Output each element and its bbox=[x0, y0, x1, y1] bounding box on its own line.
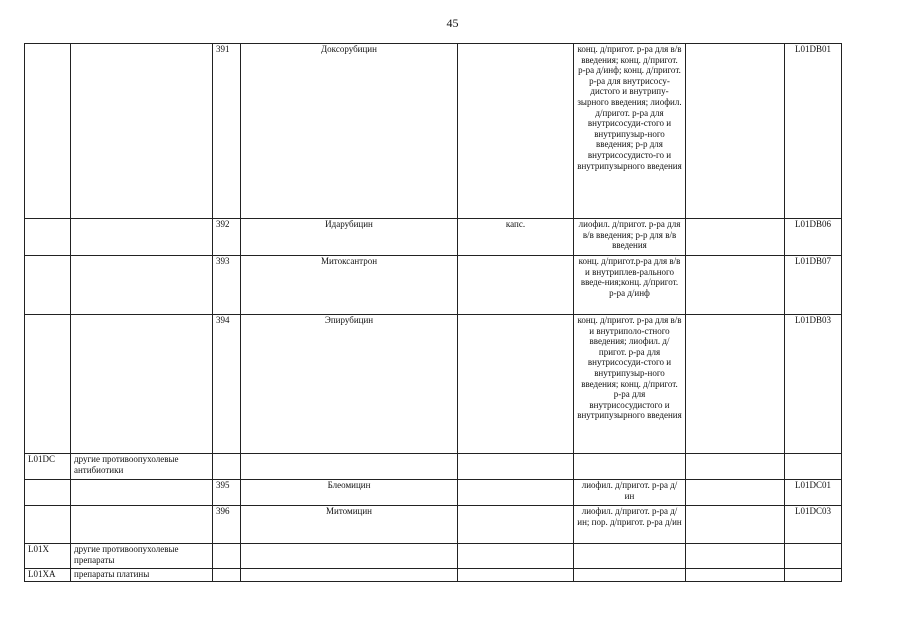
dosage-form-extra bbox=[458, 544, 574, 569]
dosage-form-extra bbox=[458, 454, 574, 480]
atc-group-code bbox=[25, 256, 71, 315]
row-number: 394 bbox=[213, 315, 241, 454]
atc-group-code: L01DC bbox=[25, 454, 71, 480]
page-number: 45 bbox=[446, 16, 459, 30]
empty-cell bbox=[686, 315, 785, 454]
dosage-form-extra bbox=[458, 569, 574, 582]
table-row bbox=[25, 44, 842, 219]
dosage-form-extra bbox=[458, 44, 574, 219]
drug-name: Митомицин bbox=[241, 506, 458, 544]
atc-code: L01DC03 bbox=[785, 506, 842, 544]
dosage-form-extra bbox=[458, 315, 574, 454]
empty-cell bbox=[686, 256, 785, 315]
drug-name: Идарубицин bbox=[241, 219, 458, 256]
atc-group-name bbox=[71, 506, 213, 544]
atc-group-name bbox=[71, 256, 213, 315]
atc-group-code bbox=[25, 219, 71, 256]
atc-group-code: L01X bbox=[25, 544, 71, 569]
row-number: 396 bbox=[213, 506, 241, 544]
atc-code bbox=[785, 569, 842, 582]
empty-cell bbox=[686, 544, 785, 569]
dosage-form: конц. д/пригот. р-ра для в/в введения; конц. д/пригот. р-ра д/инф; конц. д/пригот. р-ра для внутрисосу-дистого и внутрипу-зырного введения; лиофил. д/пригот. р-ра для внутрисосуди-стого и внутрипузыр-ного введения; р-р для внутрисосудисто-го и внутрипузырного введения bbox=[574, 44, 686, 219]
table-row bbox=[25, 315, 842, 454]
atc-group-name bbox=[71, 315, 213, 454]
row-number: 392 bbox=[213, 219, 241, 256]
drug-name: Митоксантрон bbox=[241, 256, 458, 315]
dosage-form bbox=[574, 454, 686, 480]
dosage-form-extra bbox=[458, 480, 574, 506]
drug-name: Блеомицин bbox=[241, 480, 458, 506]
dosage-form: лиофил. д/пригот. р-ра д/ин; пор. д/пригот. р-ра д/ин bbox=[574, 506, 686, 544]
row-number: 391 bbox=[213, 44, 241, 219]
drug-name bbox=[241, 454, 458, 480]
atc-code bbox=[785, 454, 842, 480]
dosage-form: лиофил. д/пригот. р-ра д/ин bbox=[574, 480, 686, 506]
row-number: 395 bbox=[213, 480, 241, 506]
dosage-form bbox=[574, 544, 686, 569]
drug-table bbox=[24, 43, 842, 582]
empty-cell bbox=[686, 480, 785, 506]
atc-group-name: другие противоопухолевые препараты bbox=[71, 544, 213, 569]
dosage-form-extra bbox=[458, 506, 574, 544]
row-number bbox=[213, 544, 241, 569]
dosage-form: лиофил. д/пригот. р-ра для в/в введения; р-р для в/в введения bbox=[574, 219, 686, 256]
empty-cell bbox=[686, 454, 785, 480]
atc-group-name bbox=[71, 480, 213, 506]
table-row bbox=[25, 454, 842, 480]
table-row bbox=[25, 569, 842, 582]
atc-code bbox=[785, 544, 842, 569]
atc-code: L01DB06 bbox=[785, 219, 842, 256]
empty-cell bbox=[686, 569, 785, 582]
row-number bbox=[213, 454, 241, 480]
table-row bbox=[25, 219, 842, 256]
atc-code: L01DC01 bbox=[785, 480, 842, 506]
drug-name: Доксорубицин bbox=[241, 44, 458, 219]
row-number: 393 bbox=[213, 256, 241, 315]
table-row bbox=[25, 506, 842, 544]
atc-code: L01DB01 bbox=[785, 44, 842, 219]
atc-group-code bbox=[25, 506, 71, 544]
dosage-form-extra bbox=[458, 256, 574, 315]
atc-group-code: L01XA bbox=[25, 569, 71, 582]
drug-name bbox=[241, 544, 458, 569]
atc-group-name: препараты платины bbox=[71, 569, 213, 582]
table-row bbox=[25, 480, 842, 506]
atc-group-code bbox=[25, 44, 71, 219]
atc-group-code bbox=[25, 315, 71, 454]
dosage-form: конц. д/пригот.р-ра для в/в и внутриплев-рального введе-ния;конц. д/пригот. р-ра д/инф bbox=[574, 256, 686, 315]
empty-cell bbox=[686, 219, 785, 256]
atc-group-name bbox=[71, 44, 213, 219]
drug-name bbox=[241, 569, 458, 582]
row-number bbox=[213, 569, 241, 582]
atc-group-name bbox=[71, 219, 213, 256]
drug-name: Эпирубицин bbox=[241, 315, 458, 454]
table-row bbox=[25, 256, 842, 315]
empty-cell bbox=[686, 506, 785, 544]
table-row bbox=[25, 544, 842, 569]
dosage-form bbox=[574, 569, 686, 582]
atc-group-code bbox=[25, 480, 71, 506]
empty-cell bbox=[686, 44, 785, 219]
dosage-form-extra: капс. bbox=[458, 219, 574, 256]
atc-code: L01DB07 bbox=[785, 256, 842, 315]
atc-code: L01DB03 bbox=[785, 315, 842, 454]
atc-group-name: другие противоопухолевые антибиотики bbox=[71, 454, 213, 480]
dosage-form: конц. д/пригот. р-ра для в/в и внутриполо-стного введения; лиофил. д/пригот. р-ра для внутрисосуди-стого и внутрипузыр-ного введения; конц. д/пригот. р-ра для внутрисосудистого и внутрипузырного введения bbox=[574, 315, 686, 454]
